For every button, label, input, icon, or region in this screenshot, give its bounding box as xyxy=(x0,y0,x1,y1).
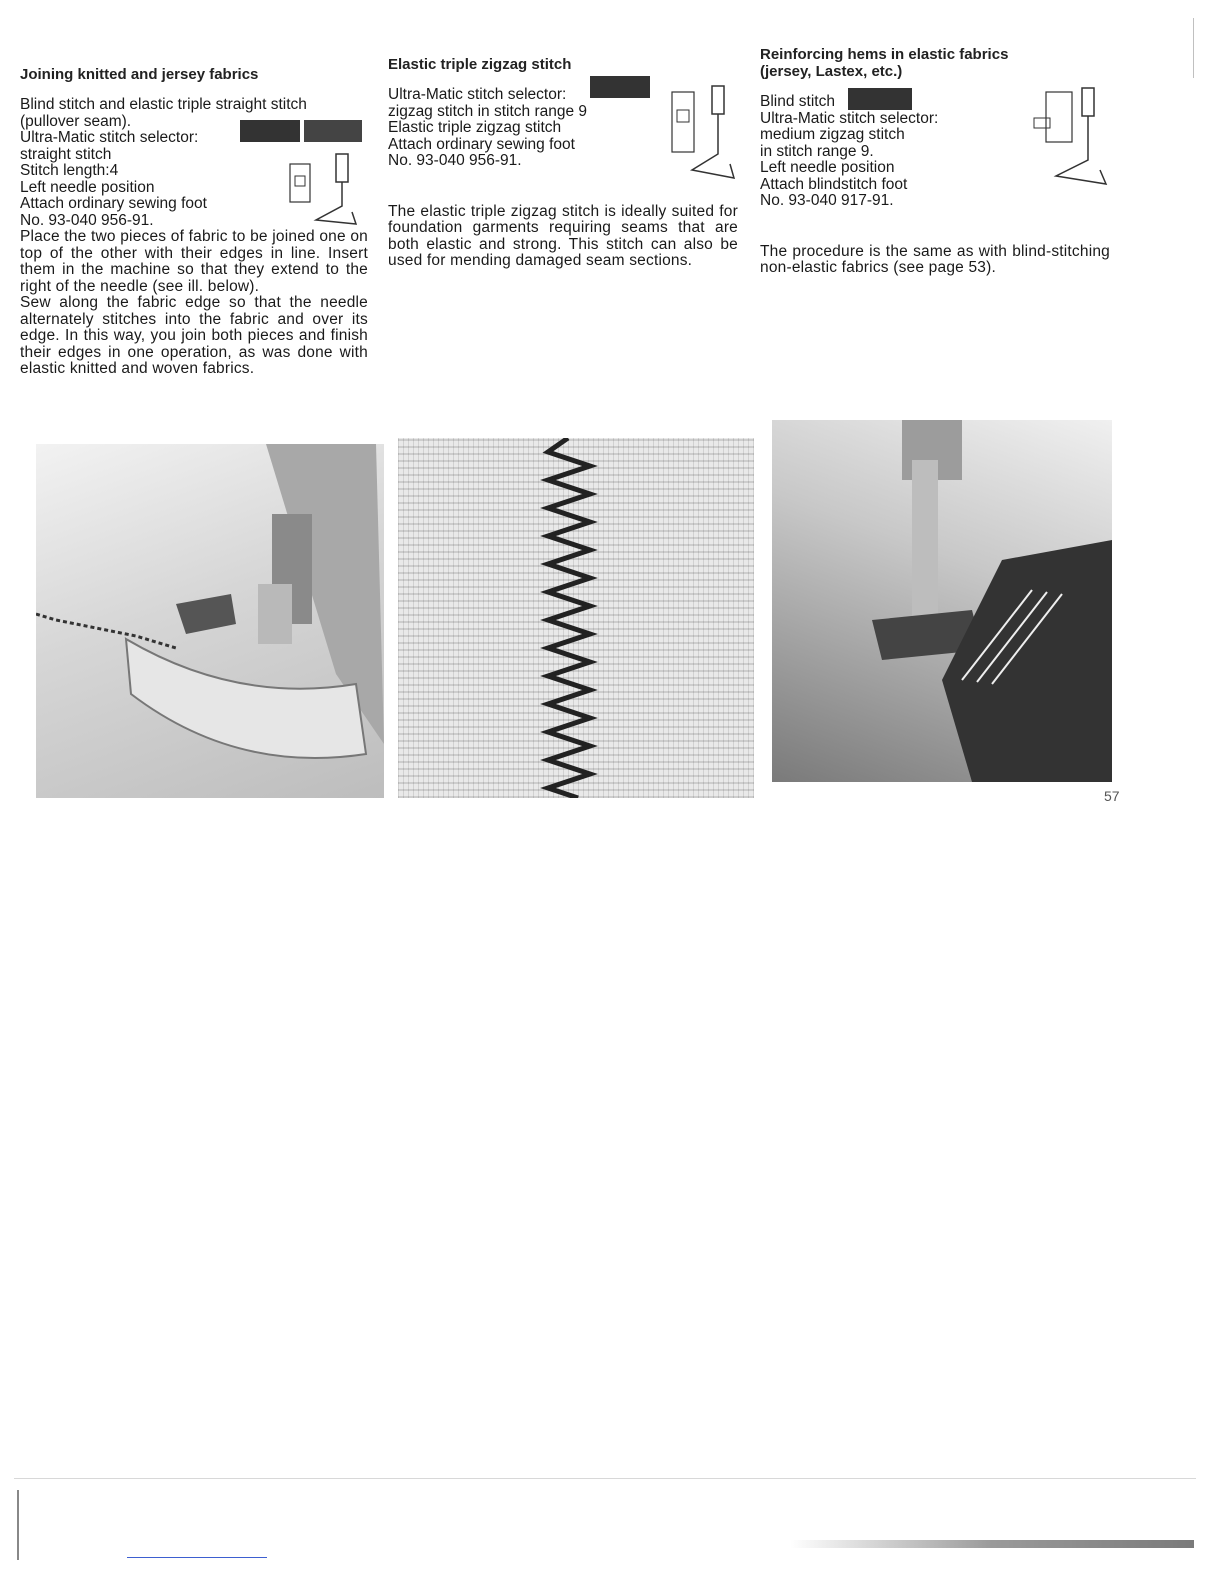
section-title-zigzag: Elastic triple zigzag stitch xyxy=(388,56,572,73)
stitch-selector-icon xyxy=(848,88,912,110)
spec-line: Ultra-Matic stitch selector: xyxy=(20,129,199,146)
paragraph-zigzag: The elastic triple zigzag stitch is ideally suited for foundation garments requiring seams that are both elastic and strong. This stitch can also be used for mending damaged seam sections. xyxy=(388,202,738,269)
photo-zigzag-stitch-fabric xyxy=(398,438,754,798)
scan-edge-mark xyxy=(17,1490,19,1560)
stitch-selector-icon xyxy=(304,120,362,142)
section-subtitle-hems: (jersey, Lastex, etc.) xyxy=(760,63,903,80)
paragraph-hems: The procedure is the same as with blind-stitching non-elastic fabrics (see page 53). xyxy=(760,242,1110,276)
spec-line: No. 93-040 917-91. xyxy=(760,192,894,209)
spec-line: No. 93-040 956-91. xyxy=(20,211,154,229)
spec-line: zigzag stitch in stitch range 9 xyxy=(388,102,588,120)
section-title-joining: Joining knitted and jersey fabrics xyxy=(20,66,259,83)
paragraph-joining-2: Sew along the fabric edge so that the needle alternately stitches into the fabric and over its edge. In this way, you join both pieces and finish their edges in one operation, as was done with elastic knitted and woven fabrics. xyxy=(20,294,368,377)
spec-line: Ultra-Matic stitch selector: xyxy=(760,109,939,127)
spec-line: (pullover seam). xyxy=(20,112,132,130)
section-title-hems: Reinforcing hems in elastic fabrics xyxy=(760,46,1009,63)
spec-line: No. 93-040 956-91. xyxy=(388,152,522,169)
spec-line: Stitch length:4 xyxy=(20,162,119,179)
blindstitch-foot-icon xyxy=(1026,84,1112,194)
stitch-selector-icon xyxy=(590,76,650,98)
spec-line: Ultra-Matic stitch selector: xyxy=(388,86,567,103)
photo-presser-foot-seam xyxy=(36,444,384,798)
paragraph-joining-1: Place the two pieces of fabric to be joined one on top of the other with their edges in line. Insert them in the machine so that they extend to the right of the needle (see ill. below). xyxy=(20,228,368,295)
scan-artifact-bar xyxy=(790,1540,1194,1548)
scan-edge-mark xyxy=(1193,18,1194,78)
scan-artifact-line xyxy=(127,1557,267,1558)
spec-line: Left needle position xyxy=(20,178,155,196)
page-bottom-rule xyxy=(14,1478,1196,1479)
spec-line: Elastic triple zigzag stitch xyxy=(388,119,562,136)
spec-line: Attach blindstitch foot xyxy=(760,175,908,193)
spec-line: in stitch range 9. xyxy=(760,142,874,160)
photo-blindstitch-foot xyxy=(772,420,1112,782)
spec-line: medium zigzag stitch xyxy=(760,126,905,143)
spec-line: Blind stitch xyxy=(760,93,835,110)
spec-line: Left needle position xyxy=(760,159,895,176)
sewing-foot-icon xyxy=(664,84,742,184)
spec-line: straight stitch xyxy=(20,145,112,163)
spec-line: Attach ordinary sewing foot xyxy=(20,195,207,212)
stitch-selector-icon xyxy=(240,120,300,142)
sewing-foot-icon xyxy=(286,150,364,230)
page-number: 57 xyxy=(1104,788,1120,804)
spec-line: Attach ordinary sewing foot xyxy=(388,135,575,153)
spec-line: Blind stitch and elastic triple straight stitch xyxy=(20,96,307,113)
